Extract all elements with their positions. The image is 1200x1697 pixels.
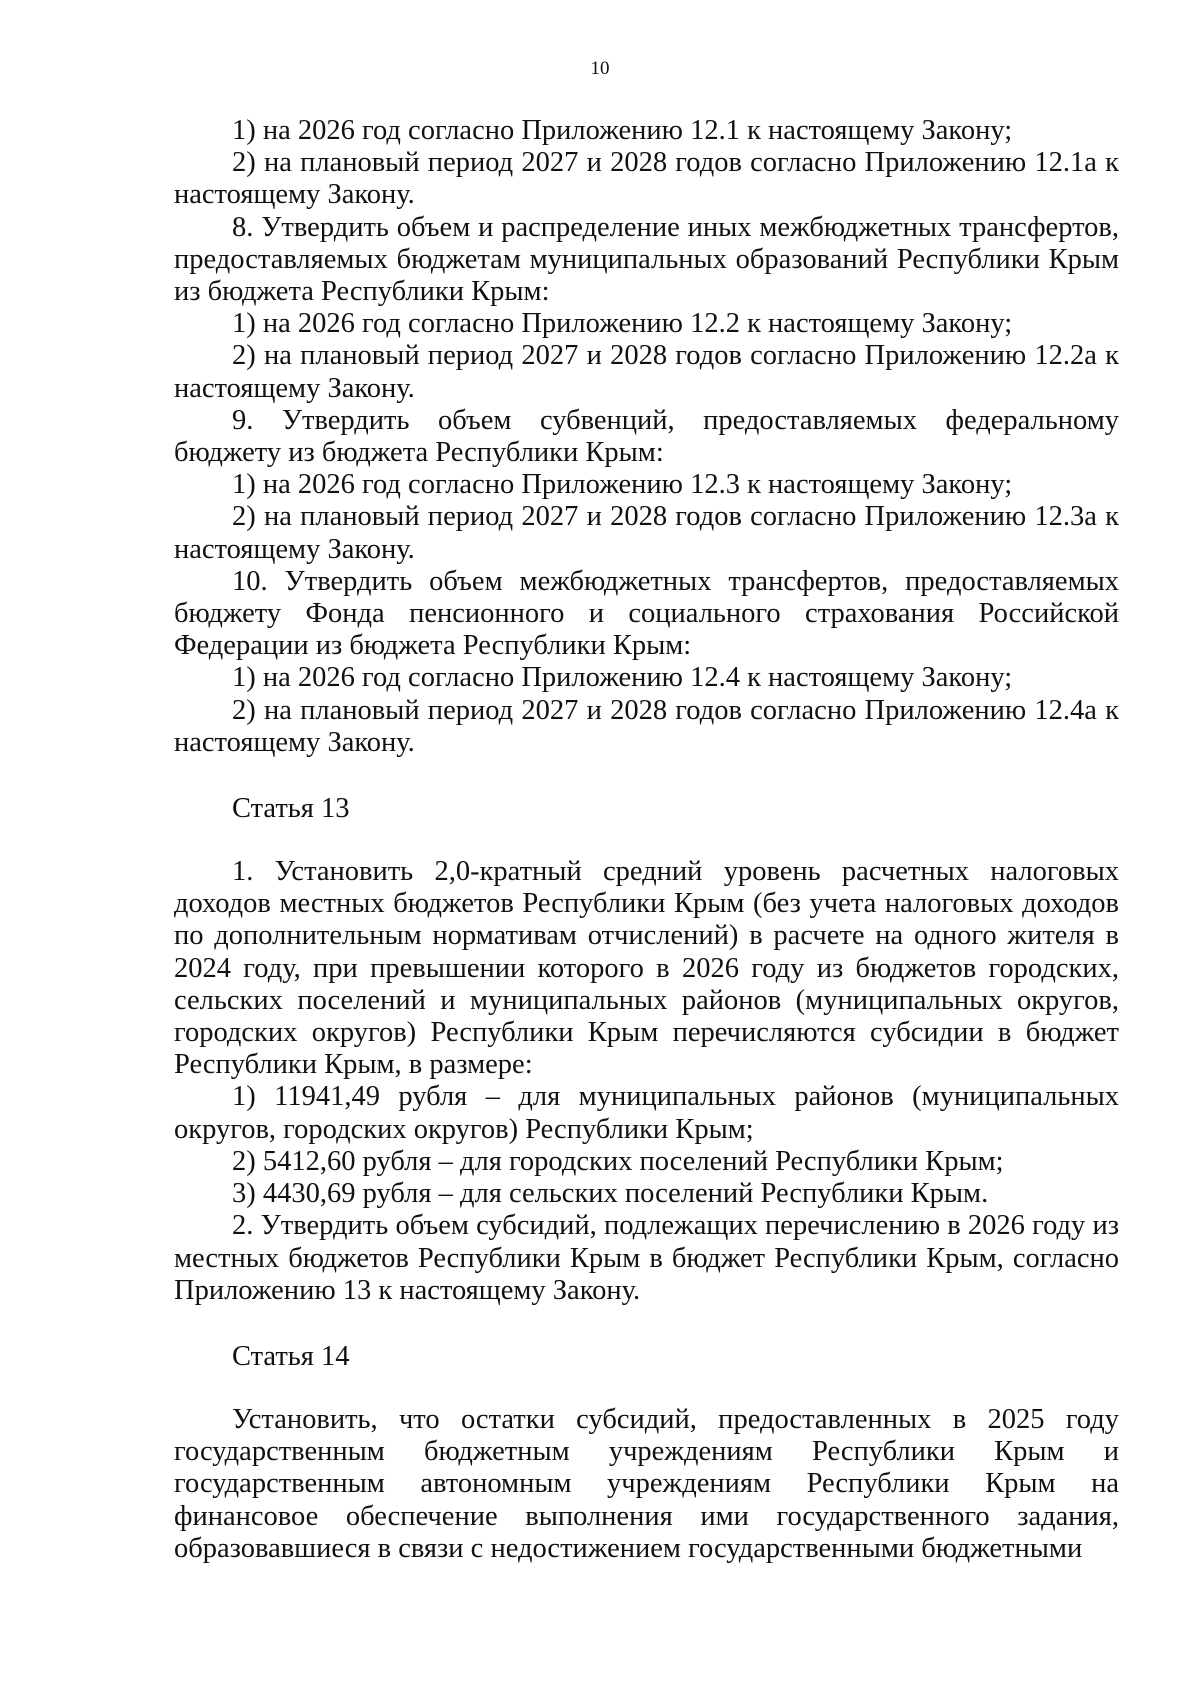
paragraph: 1) на 2026 год согласно Приложению 12.3 к настоящему Закону; <box>232 469 1013 501</box>
paragraph: 8. Утвердить объем и распределение иных межбюджетных трансфертов, предоставляемых бюджетам муниципальных образований Республики Крым из бюджета Республики Крым: <box>174 211 1119 308</box>
paragraph: 1) 11941,49 рубля – для муниципальных районов (муниципальных округов, городских округов) Республики Крым; <box>174 1081 1119 1145</box>
paragraph: 2) 5412,60 рубля – для городских поселений Республики Крым; <box>232 1145 1004 1177</box>
paragraph: 10. Утвердить объем межбюджетных трансфертов, предоставляемых бюджету Фонда пенсионного и социального страхования Российской Федерации из бюджета Республики Крым: <box>174 565 1119 662</box>
paragraph: 9. Утвердить объем субвенций, предоставляемых федеральному бюджету из бюджета Республики Крым: <box>174 404 1119 469</box>
paragraph: 2) на плановый период 2027 и 2028 годов согласно Приложению 12.1а к настоящему Закону. <box>174 147 1119 211</box>
paragraph: 3) 4430,69 рубля – для сельских поселений Республики Крым. <box>232 1178 989 1210</box>
article-13-heading: Статья 13 <box>232 793 350 825</box>
document-body <box>174 115 1119 1565</box>
paragraph: 1) на 2026 год согласно Приложению 12.2 к настоящему Закону; <box>232 308 1013 340</box>
paragraph: 1) на 2026 год согласно Приложению 12.4 к настоящему Закону; <box>232 662 1013 694</box>
article-14-heading: Статья 14 <box>232 1340 350 1372</box>
paragraph: 2) на плановый период 2027 и 2028 годов согласно Приложению 12.2а к настоящему Закону. <box>174 340 1119 404</box>
paragraph: Установить, что остатки субсидий, предоставленных в 2025 году государственным бюджетным учреждениям Республики Крым и государственным автономным учреждениям Республики Крым на финансовое обеспечение выполнения ими государственного задания, образовавшиеся в связи с недостижением государственными бюджетными <box>174 1403 1119 1564</box>
paragraph: 2) на плановый период 2027 и 2028 годов согласно Приложению 12.4а к настоящему Закону. <box>174 694 1119 758</box>
paragraph: 2) на плановый период 2027 и 2028 годов согласно Приложению 12.3а к настоящему Закону. <box>174 501 1119 565</box>
paragraph: 1) на 2026 год согласно Приложению 12.1 к настоящему Закону; <box>232 115 1013 146</box>
page-number: 10 <box>590 58 610 79</box>
paragraph: 1. Установить 2,0-кратный средний уровень расчетных налоговых доходов местных бюджетов Республики Крым (без учета налоговых доходов по дополнительным нормативам отчислений) в расчете на одного жителя в 2024 году, при превышении которого в 2026 году из бюджетов городских, сельских поселений и муниципальных районов (муниципальных округов, городских округов) Республики Крым перечисляются субсидии в бюджет Республики Крым, в размере: <box>174 856 1119 1081</box>
paragraph: 2. Утвердить объем субсидий, подлежащих перечислению в 2026 году из местных бюджетов Республики Крым в бюджет Республики Крым, согласно Приложению 13 к настоящему Закону. <box>174 1210 1119 1306</box>
